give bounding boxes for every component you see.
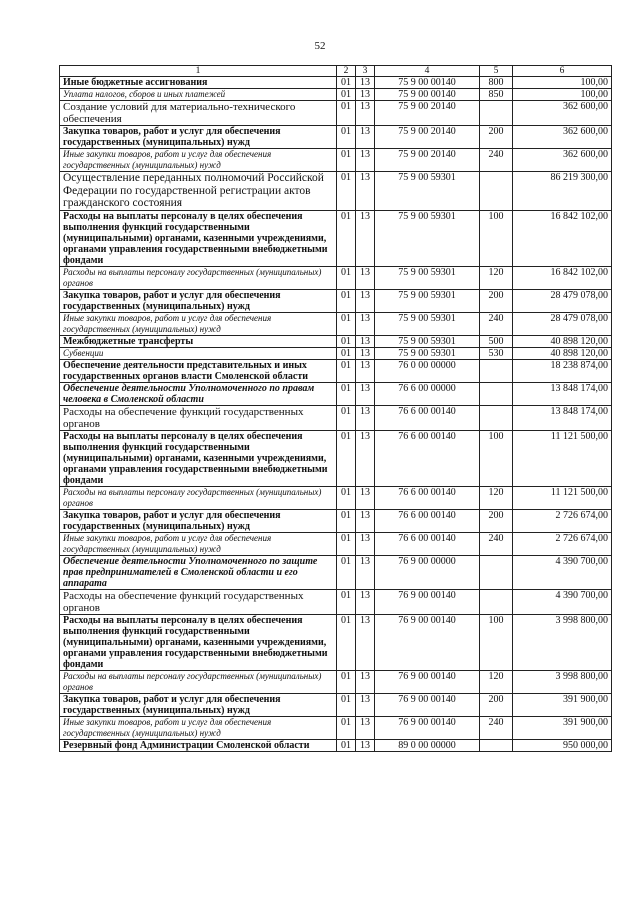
row-name-cell: Субвенции — [60, 347, 337, 359]
expense-type-cell — [480, 101, 513, 126]
expense-type-cell: 530 — [480, 347, 513, 359]
amount-cell: 391 900,00 — [513, 693, 612, 716]
expense-type-cell: 120 — [480, 486, 513, 509]
target-article-cell: 75 9 00 59301 — [375, 172, 480, 211]
row-name-cell: Межбюджетные трансферты — [60, 335, 337, 347]
amount-cell: 11 121 500,00 — [513, 486, 612, 509]
row-name-cell: Закупка товаров, работ и услуг для обеспечения государственных (муниципальных) нужд — [60, 693, 337, 716]
amount-cell: 4 390 700,00 — [513, 589, 612, 614]
table-row — [60, 335, 612, 347]
row-name-cell: Иные закупки товаров, работ и услуг для обеспечения государственных (муниципальных) нужд — [60, 716, 337, 739]
subsection-code-cell: 13 — [356, 149, 375, 172]
table-row — [60, 266, 612, 289]
row-name-cell: Расходы на выплаты персоналу государственных (муниципальных) органов — [60, 670, 337, 693]
expense-type-cell: 800 — [480, 77, 513, 89]
target-article-cell: 76 9 00 00140 — [375, 670, 480, 693]
subsection-code-cell: 13 — [356, 77, 375, 89]
column-header: 1 — [60, 66, 337, 77]
table-row — [60, 77, 612, 89]
expense-type-cell — [480, 359, 513, 382]
expense-type-cell: 200 — [480, 693, 513, 716]
column-header: 3 — [356, 66, 375, 77]
target-article-cell: 76 9 00 00140 — [375, 589, 480, 614]
expense-type-cell — [480, 739, 513, 751]
table-row — [60, 405, 612, 430]
budget-table — [59, 65, 612, 752]
table-row — [60, 614, 612, 670]
subsection-code-cell: 13 — [356, 101, 375, 126]
section-code-cell: 01 — [337, 405, 356, 430]
section-code-cell: 01 — [337, 486, 356, 509]
row-name-cell: Закупка товаров, работ и услуг для обеспечения государственных (муниципальных) нужд — [60, 289, 337, 312]
row-name-cell: Расходы на выплаты персоналу в целях обеспечения выполнения функций государственными (муниципальными) органами, казенными учреждениями, органами управления государственными внебюджетными фондами — [60, 430, 337, 486]
column-header: 2 — [337, 66, 356, 77]
target-article-cell: 76 6 00 00000 — [375, 382, 480, 405]
amount-cell: 16 842 102,00 — [513, 266, 612, 289]
target-article-cell: 76 9 00 00140 — [375, 693, 480, 716]
column-header: 6 — [513, 66, 612, 77]
expense-type-cell — [480, 172, 513, 211]
target-article-cell: 76 6 00 00140 — [375, 486, 480, 509]
amount-cell: 13 848 174,00 — [513, 382, 612, 405]
target-article-cell: 75 9 00 00140 — [375, 89, 480, 101]
target-article-cell: 89 0 00 00000 — [375, 739, 480, 751]
subsection-code-cell: 13 — [356, 89, 375, 101]
section-code-cell: 01 — [337, 614, 356, 670]
section-code-cell: 01 — [337, 716, 356, 739]
table-row — [60, 716, 612, 739]
section-code-cell: 01 — [337, 149, 356, 172]
target-article-cell: 75 9 00 59301 — [375, 266, 480, 289]
section-code-cell: 01 — [337, 509, 356, 532]
subsection-code-cell: 13 — [356, 405, 375, 430]
subsection-code-cell: 13 — [356, 555, 375, 589]
row-name-cell: Иные закупки товаров, работ и услуг для обеспечения государственных (муниципальных) нужд — [60, 312, 337, 335]
column-header: 5 — [480, 66, 513, 77]
subsection-code-cell: 13 — [356, 335, 375, 347]
subsection-code-cell: 13 — [356, 266, 375, 289]
amount-cell: 28 479 078,00 — [513, 289, 612, 312]
subsection-code-cell: 13 — [356, 347, 375, 359]
row-name-cell: Осуществление переданных полномочий Российской Федерации по государственной регистрации актов гражданского состояния — [60, 172, 337, 211]
row-name-cell: Обеспечение деятельности представительных и иных государственных органов власти Смоленской области — [60, 359, 337, 382]
expense-type-cell: 240 — [480, 532, 513, 555]
section-code-cell: 01 — [337, 101, 356, 126]
row-name-cell: Иные закупки товаров, работ и услуг для обеспечения государственных (муниципальных) нужд — [60, 149, 337, 172]
amount-cell: 391 900,00 — [513, 716, 612, 739]
table-row — [60, 89, 612, 101]
target-article-cell: 75 9 00 59301 — [375, 210, 480, 266]
expense-type-cell: 240 — [480, 149, 513, 172]
subsection-code-cell: 13 — [356, 382, 375, 405]
section-code-cell: 01 — [337, 555, 356, 589]
table-row — [60, 126, 612, 149]
amount-cell: 2 726 674,00 — [513, 532, 612, 555]
subsection-code-cell: 13 — [356, 716, 375, 739]
expense-type-cell: 100 — [480, 210, 513, 266]
section-code-cell: 01 — [337, 266, 356, 289]
subsection-code-cell: 13 — [356, 430, 375, 486]
section-code-cell: 01 — [337, 335, 356, 347]
row-name-cell: Уплата налогов, сборов и иных платежей — [60, 89, 337, 101]
expense-type-cell: 500 — [480, 335, 513, 347]
section-code-cell: 01 — [337, 359, 356, 382]
section-code-cell: 01 — [337, 670, 356, 693]
table-row — [60, 430, 612, 486]
section-code-cell: 01 — [337, 172, 356, 211]
expense-type-cell: 850 — [480, 89, 513, 101]
target-article-cell: 75 9 00 00140 — [375, 77, 480, 89]
row-name-cell: Расходы на выплаты персоналу в целях обеспечения выполнения функций государственными (муниципальными) органами, казенными учреждениями, органами управления государственными внебюджетными фондами — [60, 210, 337, 266]
target-article-cell: 76 9 00 00140 — [375, 716, 480, 739]
row-name-cell: Расходы на выплаты персоналу государственных (муниципальных) органов — [60, 266, 337, 289]
amount-cell: 100,00 — [513, 89, 612, 101]
target-article-cell: 76 6 00 00140 — [375, 405, 480, 430]
table-row — [60, 382, 612, 405]
subsection-code-cell: 13 — [356, 312, 375, 335]
section-code-cell: 01 — [337, 312, 356, 335]
row-name-cell: Резервный фонд Администрации Смоленской области — [60, 739, 337, 751]
section-code-cell: 01 — [337, 382, 356, 405]
row-name-cell: Обеспечение деятельности Уполномоченного по защите прав предпринимателей в Смоленской области и его аппарата — [60, 555, 337, 589]
table-row — [60, 101, 612, 126]
amount-cell: 3 998 800,00 — [513, 670, 612, 693]
row-name-cell: Иные бюджетные ассигнования — [60, 77, 337, 89]
table-row — [60, 486, 612, 509]
table-row — [60, 347, 612, 359]
amount-cell: 4 390 700,00 — [513, 555, 612, 589]
expense-type-cell — [480, 405, 513, 430]
table-row — [60, 359, 612, 382]
amount-cell: 362 600,00 — [513, 149, 612, 172]
target-article-cell: 76 6 00 00140 — [375, 430, 480, 486]
table-row — [60, 149, 612, 172]
section-code-cell: 01 — [337, 739, 356, 751]
amount-cell: 362 600,00 — [513, 126, 612, 149]
row-name-cell: Создание условий для материально-технического обеспечения — [60, 101, 337, 126]
subsection-code-cell: 13 — [356, 210, 375, 266]
expense-type-cell — [480, 555, 513, 589]
table-row — [60, 555, 612, 589]
section-code-cell: 01 — [337, 589, 356, 614]
subsection-code-cell: 13 — [356, 589, 375, 614]
expense-type-cell: 120 — [480, 670, 513, 693]
target-article-cell: 76 6 00 00140 — [375, 509, 480, 532]
table-row — [60, 210, 612, 266]
expense-type-cell: 200 — [480, 126, 513, 149]
expense-type-cell — [480, 589, 513, 614]
subsection-code-cell: 13 — [356, 739, 375, 751]
table-row — [60, 693, 612, 716]
subsection-code-cell: 13 — [356, 172, 375, 211]
section-code-cell: 01 — [337, 347, 356, 359]
expense-type-cell: 200 — [480, 289, 513, 312]
table-header-row — [60, 66, 612, 77]
target-article-cell: 75 9 00 59301 — [375, 289, 480, 312]
amount-cell: 16 842 102,00 — [513, 210, 612, 266]
table-row — [60, 532, 612, 555]
target-article-cell: 75 9 00 20140 — [375, 101, 480, 126]
target-article-cell: 76 9 00 00000 — [375, 555, 480, 589]
expense-type-cell — [480, 382, 513, 405]
amount-cell: 3 998 800,00 — [513, 614, 612, 670]
row-name-cell: Расходы на выплаты персоналу государственных (муниципальных) органов — [60, 486, 337, 509]
amount-cell: 18 238 874,00 — [513, 359, 612, 382]
expense-type-cell: 200 — [480, 509, 513, 532]
target-article-cell: 75 9 00 59301 — [375, 335, 480, 347]
amount-cell: 13 848 174,00 — [513, 405, 612, 430]
row-name-cell: Расходы на обеспечение функций государственных органов — [60, 589, 337, 614]
target-article-cell: 76 9 00 00140 — [375, 614, 480, 670]
section-code-cell: 01 — [337, 693, 356, 716]
column-header: 4 — [375, 66, 480, 77]
amount-cell: 86 219 300,00 — [513, 172, 612, 211]
table-row — [60, 289, 612, 312]
section-code-cell: 01 — [337, 289, 356, 312]
amount-cell: 11 121 500,00 — [513, 430, 612, 486]
target-article-cell: 75 9 00 20140 — [375, 149, 480, 172]
subsection-code-cell: 13 — [356, 670, 375, 693]
subsection-code-cell: 13 — [356, 486, 375, 509]
row-name-cell: Закупка товаров, работ и услуг для обеспечения государственных (муниципальных) нужд — [60, 509, 337, 532]
row-name-cell: Иные закупки товаров, работ и услуг для обеспечения государственных (муниципальных) нужд — [60, 532, 337, 555]
row-name-cell: Закупка товаров, работ и услуг для обеспечения государственных (муниципальных) нужд — [60, 126, 337, 149]
target-article-cell: 75 9 00 59301 — [375, 347, 480, 359]
subsection-code-cell: 13 — [356, 614, 375, 670]
table-row — [60, 509, 612, 532]
subsection-code-cell: 13 — [356, 532, 375, 555]
target-article-cell: 75 9 00 20140 — [375, 126, 480, 149]
amount-cell: 28 479 078,00 — [513, 312, 612, 335]
section-code-cell: 01 — [337, 89, 356, 101]
amount-cell: 362 600,00 — [513, 101, 612, 126]
expense-type-cell: 120 — [480, 266, 513, 289]
amount-cell: 40 898 120,00 — [513, 347, 612, 359]
section-code-cell: 01 — [337, 210, 356, 266]
expense-type-cell: 240 — [480, 312, 513, 335]
subsection-code-cell: 13 — [356, 359, 375, 382]
section-code-cell: 01 — [337, 126, 356, 149]
target-article-cell: 75 9 00 59301 — [375, 312, 480, 335]
section-code-cell: 01 — [337, 77, 356, 89]
amount-cell: 100,00 — [513, 77, 612, 89]
subsection-code-cell: 13 — [356, 289, 375, 312]
table-row — [60, 172, 612, 211]
row-name-cell: Обеспечение деятельности Уполномоченного по правам человека в Смоленской области — [60, 382, 337, 405]
section-code-cell: 01 — [337, 430, 356, 486]
target-article-cell: 76 0 00 00000 — [375, 359, 480, 382]
target-article-cell: 76 6 00 00140 — [375, 532, 480, 555]
subsection-code-cell: 13 — [356, 126, 375, 149]
table-row — [60, 739, 612, 751]
subsection-code-cell: 13 — [356, 509, 375, 532]
row-name-cell: Расходы на выплаты персоналу в целях обеспечения выполнения функций государственными (муниципальными) органами, казенными учреждениями, органами управления государственными внебюджетными фондами — [60, 614, 337, 670]
expense-type-cell: 100 — [480, 430, 513, 486]
table-row — [60, 670, 612, 693]
expense-type-cell: 100 — [480, 614, 513, 670]
row-name-cell: Расходы на обеспечение функций государственных органов — [60, 405, 337, 430]
subsection-code-cell: 13 — [356, 693, 375, 716]
amount-cell: 2 726 674,00 — [513, 509, 612, 532]
page-number: 52 — [314, 40, 326, 52]
expense-type-cell: 240 — [480, 716, 513, 739]
section-code-cell: 01 — [337, 532, 356, 555]
table-row — [60, 312, 612, 335]
amount-cell: 950 000,00 — [513, 739, 612, 751]
amount-cell: 40 898 120,00 — [513, 335, 612, 347]
table-row — [60, 589, 612, 614]
